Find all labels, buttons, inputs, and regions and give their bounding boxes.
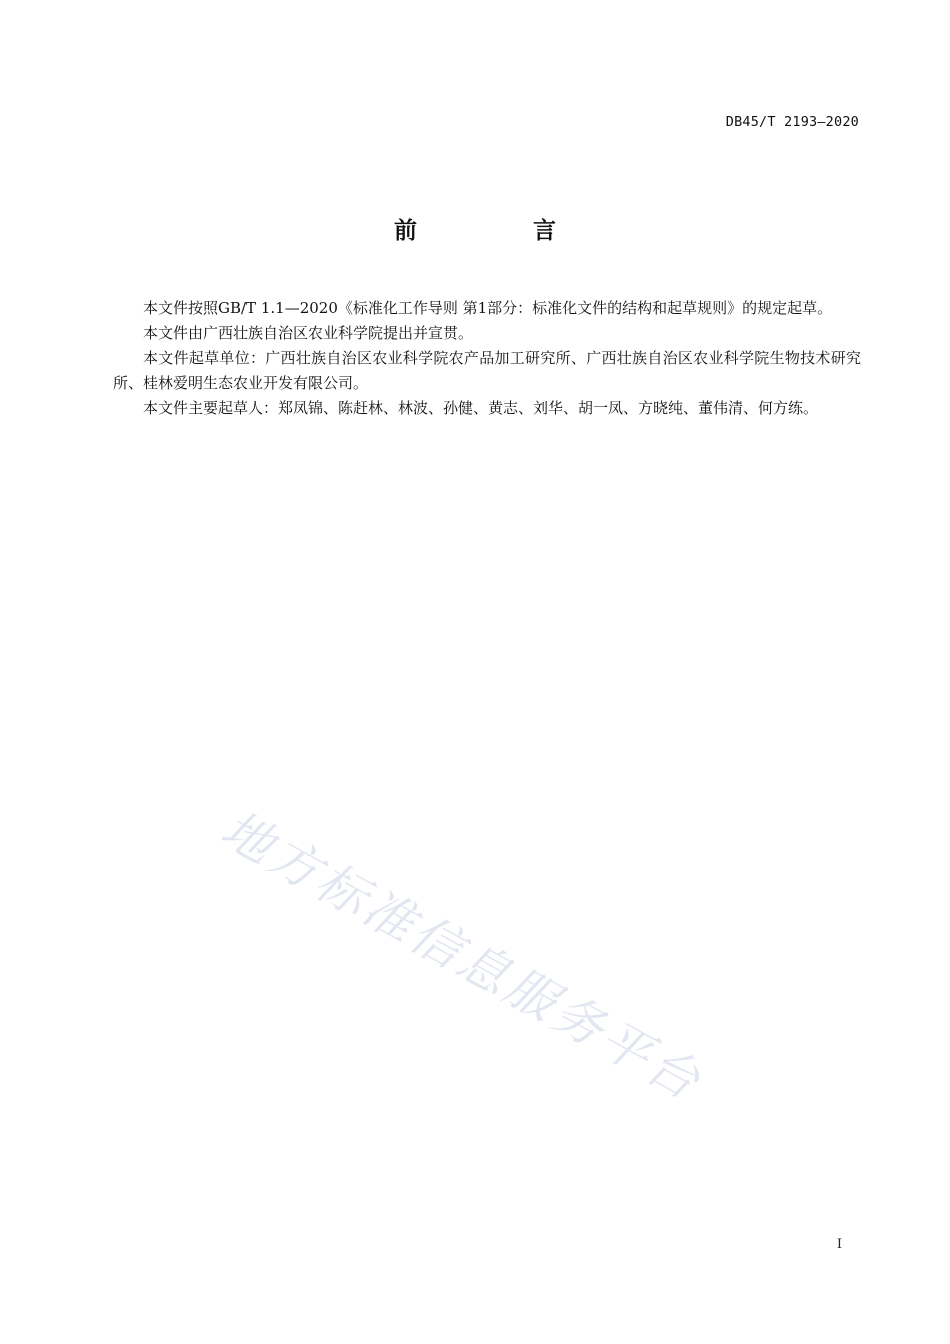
page-title: 前 言 bbox=[393, 218, 610, 244]
paragraph-drafting-units: 本文件起草单位：广西壮族自治区农业科学院农产品加工研究所、广西壮族自治区农业科学院生物技术研究所、桂林爱明生态农业开发有限公司。 bbox=[113, 349, 861, 392]
page-number: I bbox=[836, 1237, 842, 1252]
paragraph-proposer: 本文件由广西壮族自治区农业科学院提出并宣贯。 bbox=[143, 324, 474, 342]
paragraph-drafters: 本文件主要起草人：郑凤锦、陈赶林、林波、孙健、黄志、刘华、胡一凤、方晓纯、董伟清、何方练。 bbox=[143, 399, 819, 417]
watermark: 地方标准信息服务平台 bbox=[211, 799, 712, 1113]
foreword-body bbox=[113, 296, 861, 421]
standard-code: DB45/T 2193—2020 bbox=[725, 114, 859, 130]
paragraph-drafting-rules: 本文件按照GB/T 1.1—2020《标准化工作导则 第1部分：标准化文件的结构和起草规则》的规定起草。 bbox=[143, 299, 833, 317]
